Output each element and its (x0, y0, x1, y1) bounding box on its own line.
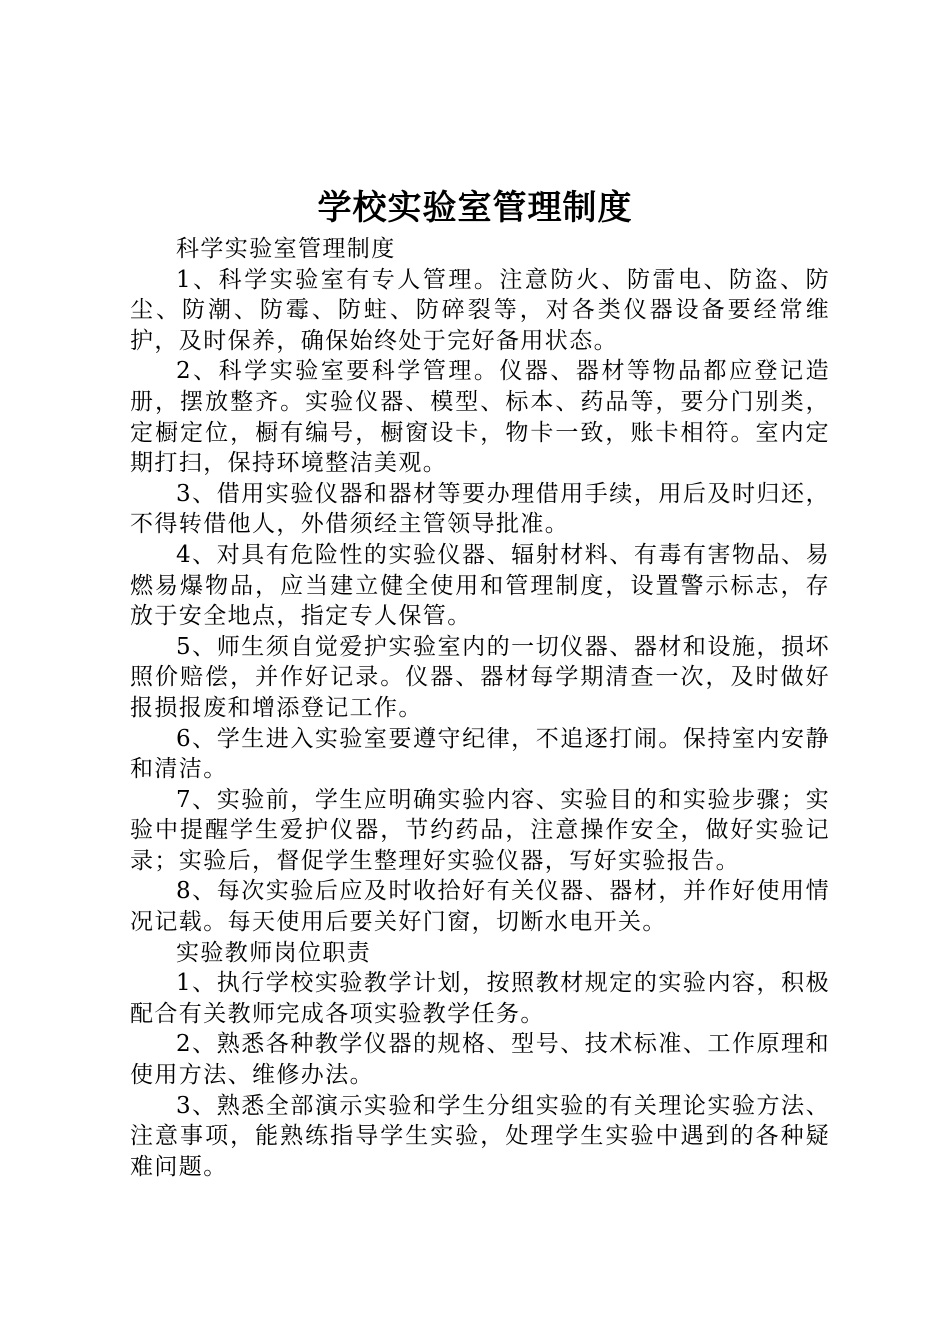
section-heading: 实验教师岗位职责 (176, 939, 372, 966)
rule-item: 1、科学实验室有专人管理。注意防火、防雷电、防盗、防尘、防潮、防霉、防蛀、防碎裂等，对各类仪器设备要经常维护，及时保养，确保始终处于完好备用状态。 (130, 266, 830, 354)
rule-item: 6、学生进入实验室要遵守纪律，不追逐打闹。保持室内安静和清洁。 (130, 725, 830, 783)
rule-item: 4、对具有危险性的实验仪器、辐射材料、有毒有害物品、易燃易爆物品，应当建立健全使用和管理制度，设置警示标志，存放于安全地点，指定专人保管。 (130, 541, 830, 630)
duty-item: 3、熟悉全部演示实验和学生分组实验的有关理论实验方法、注意事项，能熟练指导学生实验，处理学生实验中遇到的各种疑难问题。 (130, 1092, 830, 1180)
duty-item: 2、熟悉各种教学仪器的规格、型号、技术标准、工作原理和使用方法、维修办法。 (130, 1031, 830, 1089)
section-heading: 科学实验室管理制度 (176, 236, 396, 262)
document-body (130, 234, 830, 1182)
rule-item: 3、借用实验仪器和器材等要办理借用手续，用后及时归还，不得转借他人，外借须经主管领导批准。 (130, 480, 830, 538)
rule-item: 8、每次实验后应及时收拾好有关仪器、器材，并作好使用情况记载。每天使用后要关好门窗，切断水电开关。 (130, 878, 830, 936)
rule-item: 5、师生须自觉爱护实验室内的一切仪器、器材和设施，损坏照价赔偿，并作好记录。仪器、器材每学期清查一次，及时做好报损报废和增添登记工作。 (130, 633, 830, 721)
duty-item: 1、执行学校实验教学计划，按照教材规定的实验内容，积极配合有关教师完成各项实验教学任务。 (130, 970, 830, 1027)
rule-item: 7、实验前，学生应明确实验内容、实验目的和实验步骤；实验中提醒学生爱护仪器，节约药品，注意操作安全，做好实验记录；实验后，督促学生整理好实验仪器，写好实验报告。 (130, 786, 830, 874)
rule-item: 2、科学实验室要科学管理。仪器、器材等物品都应登记造册，摆放整齐。实验仪器、模型、标本、药品等，要分门别类，定橱定位，橱有编号，橱窗设卡，物卡一致，账卡相符。室内定期打扫，保持环境整洁美观。 (130, 358, 830, 477)
document-title: 学校实验室管理制度 (317, 188, 633, 228)
